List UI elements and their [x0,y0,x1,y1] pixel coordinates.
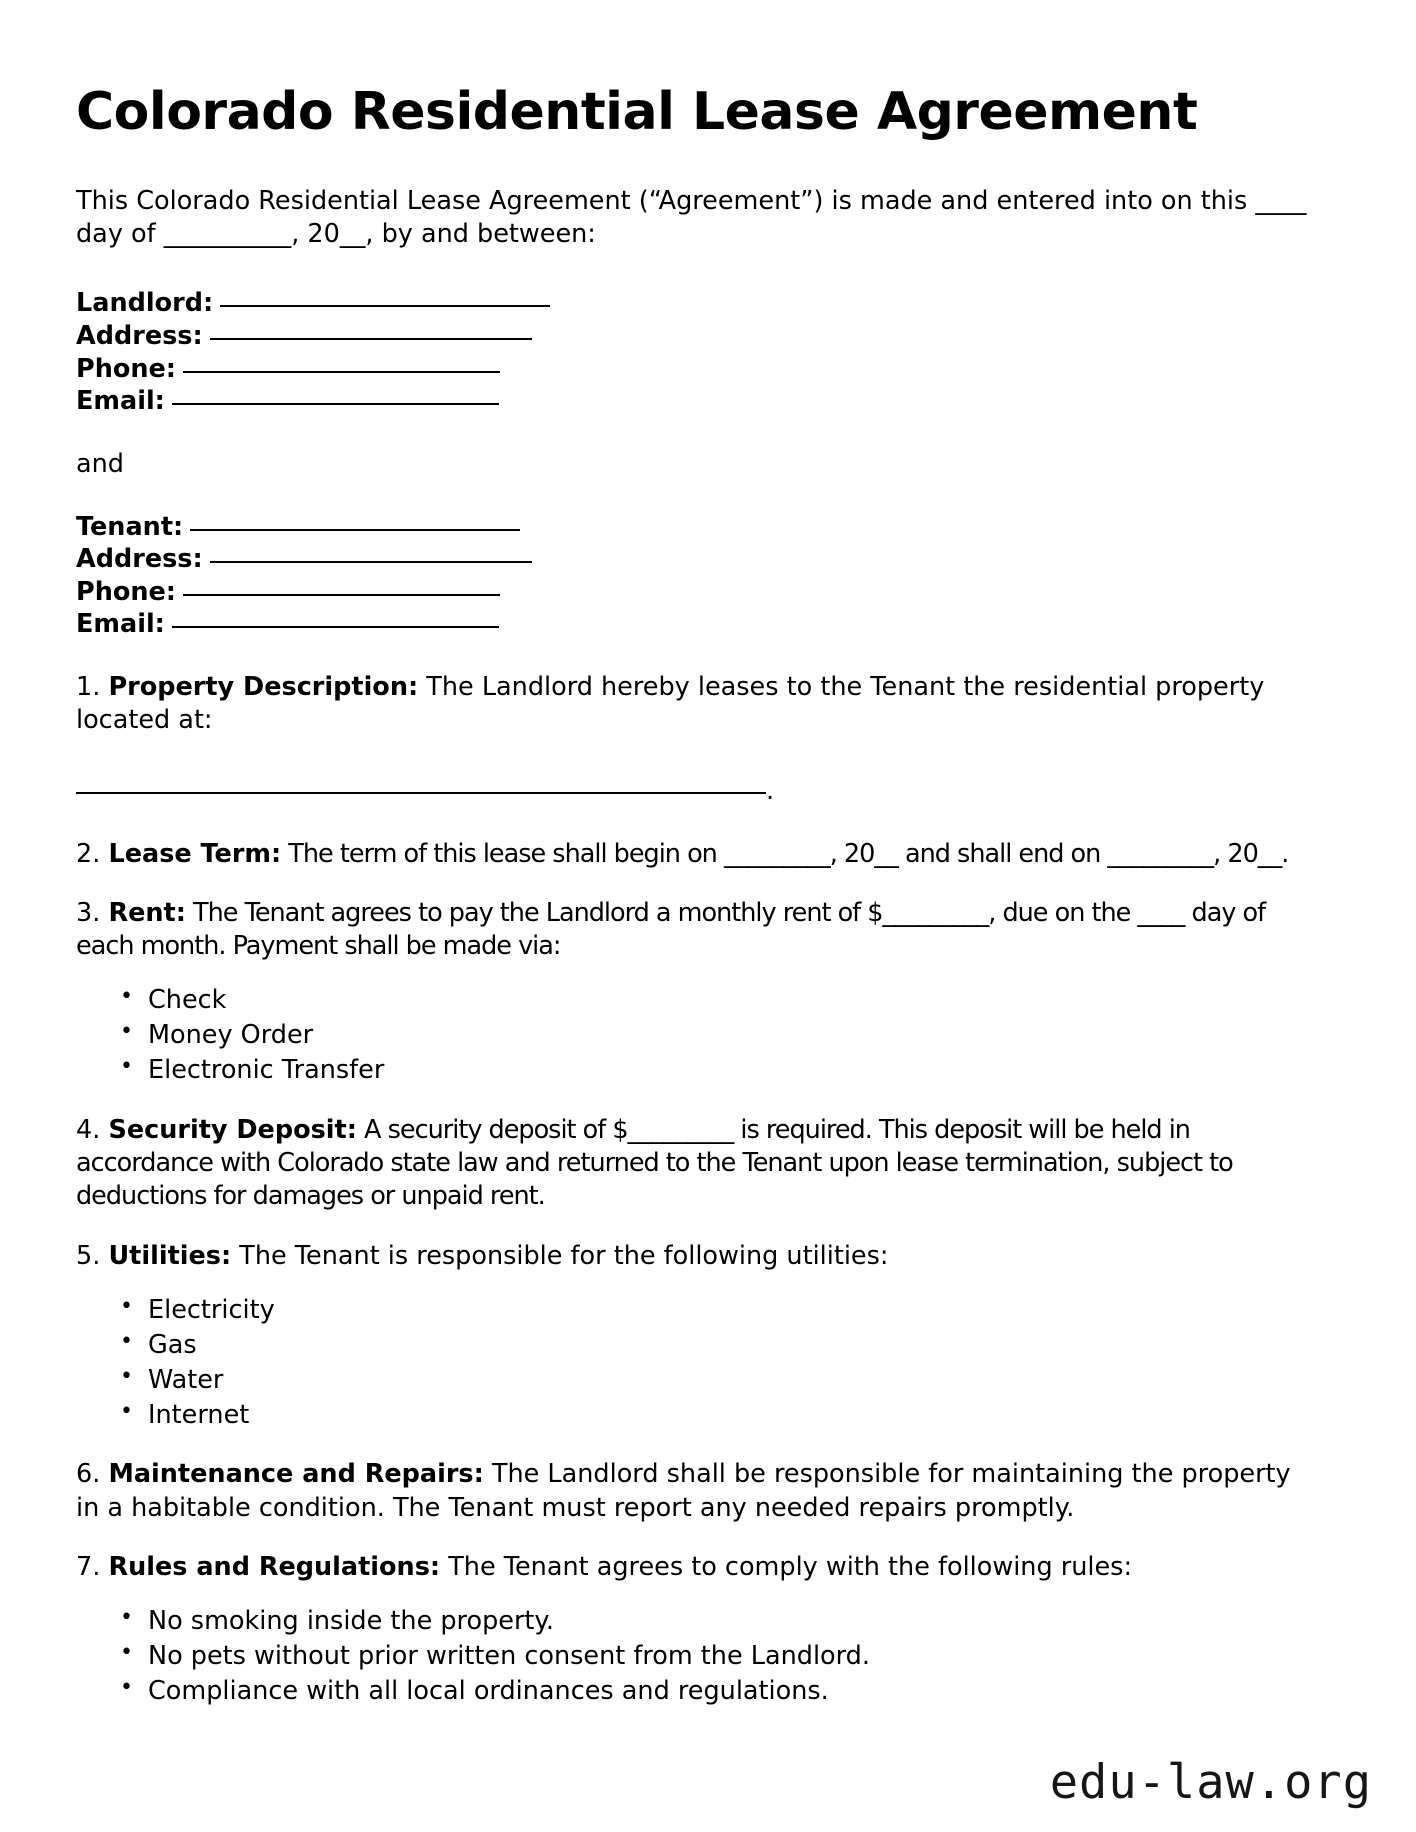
section-6-number: 6. [76,1459,101,1490]
section-maintenance-repairs [76,1458,1321,1524]
site-watermark: edu-law.org [1049,1755,1372,1810]
section-lease-term [76,838,1321,871]
section-3-body: The Tenant agrees to pay the Landlord a monthly rent of $_________, due on the ____ day of each month. Payment shall be made via: [76,898,1266,962]
landlord-phone-field[interactable] [183,371,500,373]
section-5-number: 5. [76,1240,101,1271]
list-item: • Money Order [148,1018,1326,1053]
list-item: • No pets without prior written consent from the Landlord. [148,1639,1326,1674]
list-item: • Water [148,1363,1326,1398]
property-address-period: . [766,776,775,807]
section-rent [76,897,1321,963]
section-4-number: 4. [76,1115,101,1146]
section-5-heading: Utilities: [108,1240,232,1271]
tenant-email-label: Email: [76,609,165,640]
rules-list [76,1604,1326,1709]
conjunction-and: and [76,448,124,479]
landlord-name-label: Landlord: [76,288,214,319]
tenant-name-row [76,511,1326,544]
property-address-blank-row [76,775,1326,808]
section-property-description [76,671,1321,737]
section-rules-regulations [76,1551,1321,1584]
document-content [76,84,1326,1735]
section-7-heading: Rules and Regulations: [108,1551,441,1582]
section-7-number: 7. [76,1551,101,1582]
landlord-email-label: Email: [76,386,165,417]
section-utilities [76,1240,1321,1273]
list-item: • Gas [148,1328,1326,1363]
landlord-name-row [76,287,1326,320]
intro-paragraph: This Colorado Residential Lease Agreement (“Agreement”) is made and entered into on this ____ day of __________, 20__, by and between: [76,186,1307,250]
section-2-heading: Lease Term: [108,839,282,869]
utilities-list [76,1293,1326,1433]
landlord-phone-label: Phone: [76,353,177,384]
list-item: • Internet [148,1398,1326,1433]
section-3-heading: Rent: [108,898,186,929]
section-2-body: The term of this lease shall begin on _________, 20__ and shall end on _________, 20__. [281,839,1289,869]
tenant-address-row [76,543,1326,576]
section-6-heading: Maintenance and Repairs: [108,1459,484,1490]
page-title: Colorado Residential Lease Agreement [76,82,1198,142]
landlord-phone-row [76,353,1326,386]
landlord-address-label: Address: [76,321,203,352]
section-2-number: 2. [76,839,101,869]
landlord-name-field[interactable] [220,305,550,307]
list-item: • Compliance with all local ordinances and regulations. [148,1674,1326,1709]
tenant-phone-field[interactable] [183,594,500,596]
list-item: • Electricity [148,1293,1326,1328]
section-7-body: The Tenant agrees to comply with the following rules: [440,1551,1133,1582]
section-4-body: A security deposit of $_________ is required. This deposit will be held in accordance with Colorado state law and returned to the Tenant upon lease termination, subject to deductions for damages or unpaid rent. [76,1115,1233,1212]
section-4-heading: Security Deposit: [108,1115,357,1146]
section-3-number: 3. [76,898,101,929]
payment-methods-list [76,983,1326,1088]
section-1-body: The Landlord hereby leases to the Tenant the residential property located at: [76,672,1265,736]
section-1-number: 1. [76,672,101,703]
section-6-body: The Landlord shall be responsible for maintaining the property in a habitable condition. The Tenant must report any needed repairs promptly. [76,1459,1291,1523]
tenant-phone-label: Phone: [76,576,177,607]
landlord-address-field[interactable] [210,338,532,340]
tenant-address-field[interactable] [210,561,532,563]
tenant-party-block [76,511,1326,642]
section-security-deposit [76,1114,1321,1213]
landlord-email-row [76,385,1326,418]
landlord-address-row [76,320,1326,353]
tenant-email-row [76,608,1326,641]
tenant-name-label: Tenant: [76,511,184,542]
list-item: • Check [148,983,1326,1018]
landlord-email-field[interactable] [172,403,499,405]
tenant-email-field[interactable] [172,626,499,628]
section-5-body: The Tenant is responsible for the following utilities: [231,1240,889,1271]
list-item: • Electronic Transfer [148,1053,1326,1088]
tenant-phone-row [76,576,1326,609]
landlord-party-block [76,287,1326,418]
tenant-address-label: Address: [76,544,203,575]
tenant-name-field[interactable] [190,529,520,531]
list-item: • No smoking inside the property. [148,1604,1326,1639]
property-address-field[interactable] [76,792,766,794]
section-1-heading: Property Description: [108,672,419,703]
